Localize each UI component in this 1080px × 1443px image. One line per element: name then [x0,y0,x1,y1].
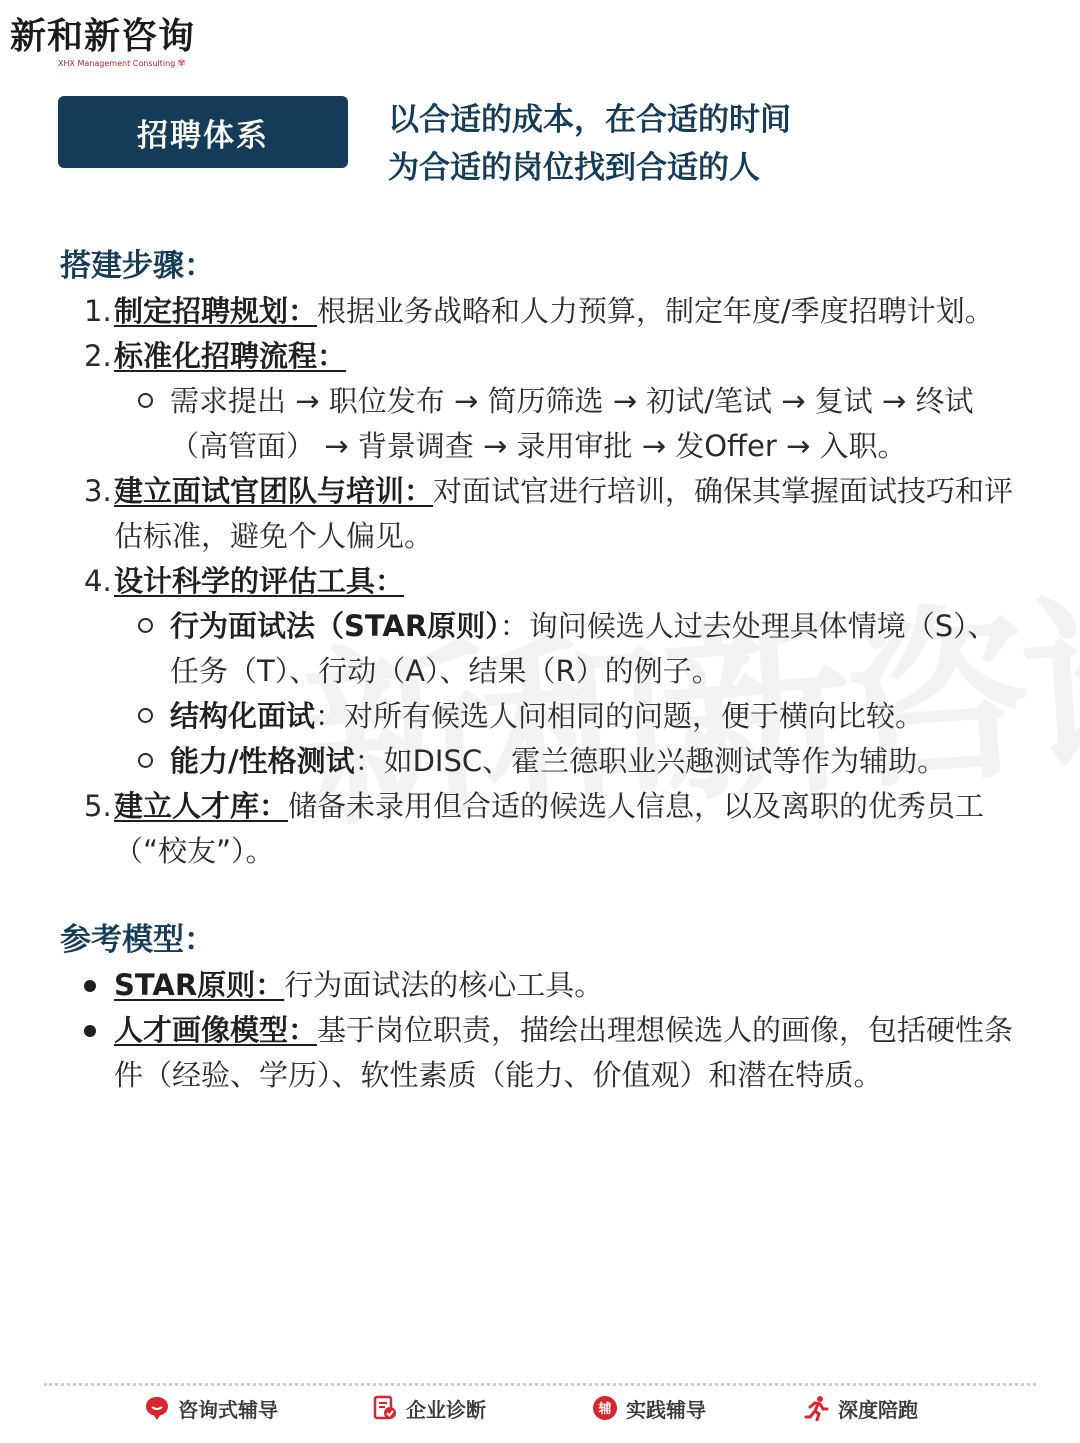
model-item [60,963,1020,1008]
footer-item-label: 咨询式辅导 [178,1397,278,1422]
step-label: 设计科学的评估工具： [114,564,405,598]
footer-item-practice [592,1392,706,1424]
model-text: 基于岗位职责，描绘出理想候选人的画像，包括硬性条件（经验、学历）、软性素质（能力、价值观）和潜在特质。 [114,1013,1014,1092]
models-title: 参考模型： [60,922,215,958]
step-number: 2. [84,339,112,373]
bullet-dot-icon [84,1025,96,1037]
circle-bullet-icon [138,618,153,633]
header-badge-label: 招聘体系 [137,117,269,154]
main-content [60,244,1020,1098]
step-label: 标准化招聘流程： [114,339,347,373]
sub-item-bold: 能力/性格测试 [170,744,355,778]
step-sub-item [60,379,1020,469]
footer-item-consulting [144,1392,278,1424]
steps-title: 搭建步骤： [60,248,215,284]
step-item [60,559,1020,604]
logo [10,14,196,69]
step-text: 对面试官进行培训，确保其掌握面试技巧和评估标准，避免个人偏见。 [114,474,1014,553]
footer-item-diagnosis [372,1392,486,1424]
step-item [60,469,1020,559]
step-label: 建立人才库： [114,789,289,823]
footer-item-label: 实践辅导 [626,1397,706,1422]
tagline-line-2: 为合适的岗位找到合适的人 [388,150,760,186]
sub-item-text: ：对所有候选人问相同的问题，便于横向比较。 [315,699,925,733]
circle-bullet-icon [138,393,153,408]
logo-name: 新和新咨询 [10,15,196,57]
tagline [388,96,791,192]
bullet-dot-icon [84,980,96,992]
logo-subtitle-text: XHX Management Consulting [58,59,176,68]
logo-subtitle [58,58,186,69]
sub-item-text: ：询问候选人过去处理具体情境（S）、任务（T）、行动（A）、结果（R）的例子。 [170,609,997,688]
chat-bubble-icon [144,1395,170,1421]
header-badge [58,96,348,168]
step-sub-item [60,739,1020,784]
svg-text:辅: 辅 [598,1402,612,1417]
step-item [60,289,1020,334]
model-label: 人才画像模型： [114,1013,318,1047]
step-item [60,784,1020,874]
step-sub-item [60,604,1020,694]
sub-item-bold: 行为面试法（STAR原则） [170,609,500,643]
footer-item-label: 深度陪跑 [838,1397,918,1422]
model-text: 行为面试法的核心工具。 [284,968,604,1002]
model-item [60,1008,1020,1098]
step-number: 1. [84,294,112,328]
footer [0,1392,1080,1432]
step-number: 3. [84,474,112,508]
step-sub-item [60,694,1020,739]
circle-bullet-icon [138,753,153,768]
guide-badge-icon [592,1395,618,1421]
sub-item-text: 需求提出 → 职位发布 → 简历筛选 → 初试/笔试 → 复试 → 终试（高管面） → 背景调查 → 录用审批 → 发Offer → 入职。 [170,384,974,463]
sub-item-text: ：如DISC、霍兰德职业兴趣测试等作为辅助。 [354,744,947,778]
circle-bullet-icon [138,708,153,723]
step-label: 制定招聘规划： [114,294,318,328]
footer-item-label: 企业诊断 [406,1397,486,1422]
tagline-line-1: 以合适的成本，在合适的时间 [388,102,791,138]
document-check-icon [372,1395,398,1421]
step-text: 储备未录用但合适的候选人信息，以及离职的优秀员工（“校友”）。 [114,789,985,868]
step-item [60,334,1020,379]
running-figure-icon [804,1395,830,1421]
model-label: STAR原则： [114,968,285,1002]
flower-icon: ✾ [177,58,186,69]
footer-divider [44,1383,1036,1386]
sub-item-bold: 结构化面试 [170,699,316,733]
step-text: 根据业务战略和人力预算，制定年度/季度招聘计划。 [317,294,994,328]
step-number: 4. [84,564,112,598]
step-label: 建立面试官团队与培训： [114,474,434,508]
step-number: 5. [84,789,112,823]
footer-item-accompany [804,1392,918,1424]
